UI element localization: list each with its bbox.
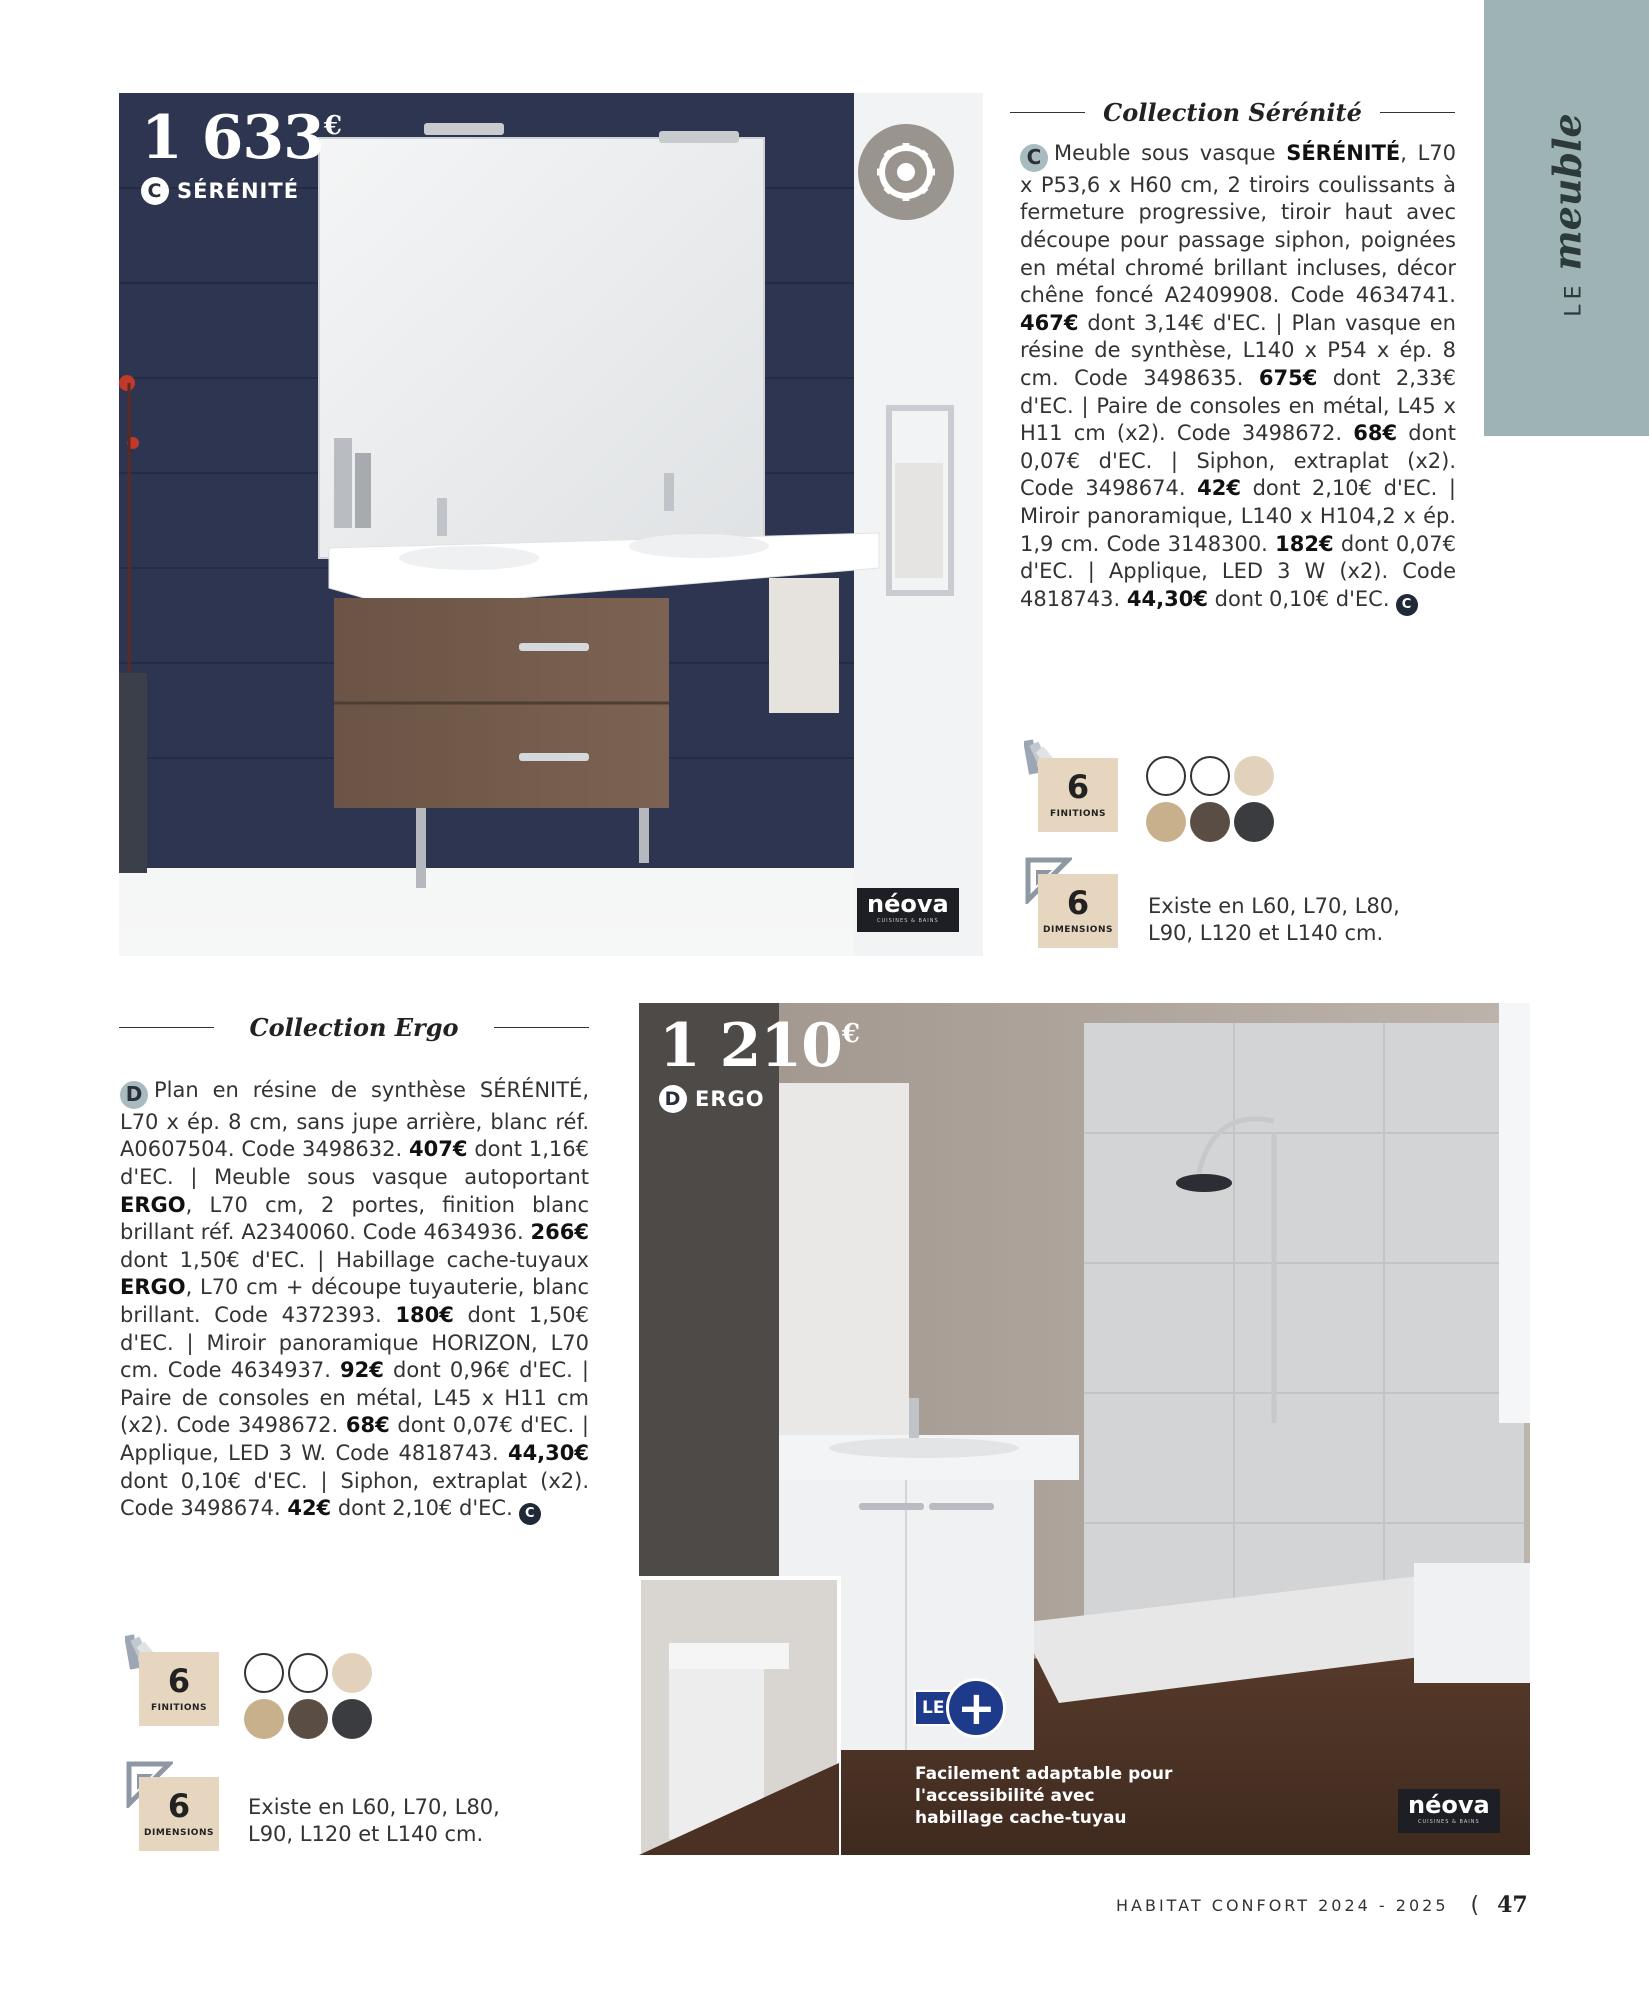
- serenite-description-text: [1020, 141, 1456, 611]
- text-run: dont 0,07€ d'EC. | Applique, LED 3 W (x2). Code 4818743.: [1020, 531, 1456, 611]
- serenite-price: 1 633€: [141, 103, 341, 173]
- serenite-description: [1020, 140, 1456, 616]
- text-run: dont 1,50€ d'EC. | Miroir panoramique HORIZON, L70 cm. Code 4634937.: [120, 1302, 589, 1383]
- finitions-box: 6 FINITIONS: [139, 1652, 219, 1726]
- bold-text: 68€: [345, 1413, 390, 1438]
- text-run: dont 0,10€ d'EC. | Siphon, extraplat (x2). Code 3498674.: [120, 1468, 589, 1521]
- ergo-description: [120, 1077, 589, 1525]
- bold-text: 182€: [1275, 531, 1334, 556]
- page-number: 47: [1497, 1892, 1528, 1918]
- color-swatch: [1146, 802, 1186, 842]
- text-run: dont 0,07€ d'EC. | Siphon, extraplat (x2). Code 3498674.: [1020, 421, 1456, 501]
- text-run: dont 1,50€ d'EC. | Habillage cache-tuyaux: [120, 1247, 589, 1272]
- text-run: dont 0,07€ d'EC. | Applique, LED 3 W. Code 4818743.: [120, 1413, 590, 1465]
- color-swatch: [1234, 756, 1274, 796]
- color-swatch: [288, 1653, 328, 1693]
- ergo-bathroom-scene: [639, 1003, 1530, 1855]
- ergo-product-photo: [639, 1003, 1530, 1855]
- energy-class-badge: D: [659, 1085, 687, 1113]
- solution-technique-badge: [857, 123, 955, 221]
- color-swatch: [1146, 756, 1186, 796]
- text-run: dont 0,96€ d'EC. | Paire de consoles en métal, L45 x H11 cm (x2). Code 3498672.: [120, 1358, 590, 1438]
- serenite-badge: C SÉRÉNITÉ: [141, 177, 299, 205]
- eco-contribution-badge: C: [1396, 594, 1418, 616]
- bold-text: ERGO: [120, 1192, 186, 1217]
- ergo-price: 1 210€: [659, 1011, 859, 1081]
- ergo-heading: Collection Ergo: [119, 1013, 589, 1042]
- bold-text: 42€: [287, 1496, 332, 1521]
- ergo-badge: D ERGO: [659, 1085, 765, 1113]
- dimensions-text: Existe en L60, L70, L80, L90, L120 et L140 cm.: [248, 1795, 500, 1846]
- color-swatch: [288, 1699, 328, 1739]
- bold-text: 92€: [340, 1358, 384, 1383]
- text-run: dont 0,10€ d'EC.: [1207, 586, 1390, 611]
- le-plus-text: Facilement adaptable pour l'accessibilité avec habillage cache-tuyau: [915, 1764, 1173, 1828]
- text-run: , L70 cm, 2 portes, finition blanc brillant réf. A2340060. Code 4634936.: [120, 1192, 589, 1245]
- serenite-heading: Collection Sérénité: [1010, 98, 1455, 127]
- bold-text: 42€: [1197, 476, 1241, 501]
- bold-text: 44,30€: [1126, 586, 1208, 611]
- color-swatch: [1190, 802, 1230, 842]
- color-swatch: [1190, 756, 1230, 796]
- dimensions-box: 6 DIMENSIONS: [139, 1777, 219, 1851]
- page-footer: HABITAT CONFORT 2024 - 2025 ( 47: [1116, 1892, 1528, 1918]
- text-run: , L70 cm + découpe tuyauterie, blanc brillant. Code 4372393.: [120, 1275, 589, 1327]
- text-run: dont 2,10€ d'EC. | Miroir panoramique, L140 x H104,2 x ép. 1,9 cm. Code 3148300.: [1020, 476, 1456, 556]
- finish-swatches: [244, 1653, 374, 1743]
- dimensions-text: Existe en L60, L70, L80, L90, L120 et L140 cm.: [1148, 894, 1400, 945]
- color-swatch: [244, 1699, 284, 1739]
- energy-class-badge: C: [141, 177, 169, 205]
- text-run: Plan en résine de synthèse SÉRÉNITÉ, L70 x ép. 8 cm, sans jupe arrière, blanc réf. A0607504. Code 3498632.: [120, 1078, 589, 1162]
- text-run: dont 2,33€ d'EC. | Paire de consoles en métal, L45 x H11 cm (x2). Code 3498672.: [1020, 365, 1456, 446]
- dimensions-box: 6 DIMENSIONS: [1038, 874, 1118, 948]
- le-plus-badge: LE +: [914, 1678, 1006, 1738]
- bold-text: 675€: [1258, 365, 1318, 390]
- section-tab: [1484, 0, 1649, 436]
- text-run: , L70 x P53,6 x H60 cm, 2 tiroirs coulissants à fermeture progressive, tiroir haut avec découpe pour passage siphon, poignées en métal chromé brillant incluses, décor chêne foncé A2409908. Code 4634741.: [1020, 141, 1456, 308]
- text-run: dont 3,14€ d'EC. | Plan vasque en résine de synthèse, L140 x P54 x ép. 8 cm. Code 3498635.: [1020, 310, 1456, 390]
- color-swatch: [332, 1653, 372, 1693]
- eco-contribution-badge: C: [519, 1503, 541, 1525]
- ergo-description-text: [120, 1078, 589, 1520]
- text-run: dont 1,16€ d'EC. | Meuble sous vasque autoportant: [120, 1137, 589, 1189]
- neova-logo: néova CUISINES & BAINS: [1398, 1789, 1500, 1833]
- price-category-badge: D: [120, 1081, 148, 1109]
- text-run: Meuble sous vasque: [1054, 141, 1287, 165]
- bold-text: 180€: [395, 1302, 454, 1327]
- bold-text: ERGO: [120, 1275, 186, 1300]
- text-run: dont 2,10€ d'EC.: [331, 1496, 513, 1521]
- gear-icon: [857, 123, 955, 221]
- bold-text: 44,30€: [507, 1440, 589, 1465]
- bold-text: SÉRÉNITÉ: [1286, 141, 1401, 165]
- color-swatch: [332, 1699, 372, 1739]
- serenite-product-photo: [119, 93, 983, 956]
- finitions-box: 6 FINITIONS: [1038, 758, 1118, 832]
- section-tab-label: LEmeuble: [1544, 113, 1589, 317]
- color-swatch: [1234, 802, 1274, 842]
- bold-text: 68€: [1353, 421, 1398, 446]
- plus-icon: +: [946, 1678, 1006, 1738]
- price-category-badge: C: [1020, 144, 1048, 172]
- serenite-bathroom-scene: [119, 93, 983, 956]
- bold-text: 407€: [409, 1137, 468, 1162]
- color-swatch: [244, 1653, 284, 1693]
- finish-swatches: [1146, 756, 1276, 846]
- bold-text: 467€: [1020, 310, 1079, 335]
- neova-logo: néova CUISINES & BAINS: [857, 888, 959, 932]
- bold-text: 266€: [530, 1220, 589, 1245]
